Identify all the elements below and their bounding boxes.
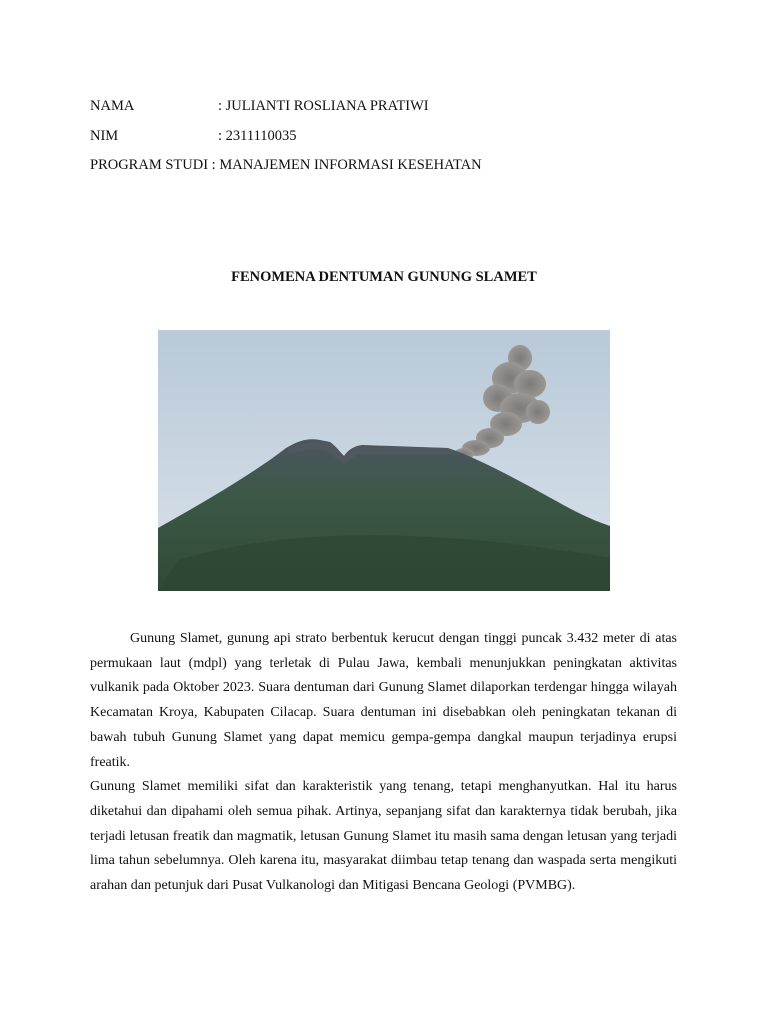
- article-body: [90, 627, 677, 899]
- paragraph-1: Gunung Slamet, gunung api strato berbentuk kerucut dengan tinggi puncak 3.432 meter di atas permukaan laut (mdpl) yang terletak di Pulau Jawa, kembali menunjukkan peningkatan aktivitas vulkanik pada Oktober 2023. Suara dentuman dari Gunung Slamet dilaporkan terdengar hingga wilayah Kecamatan Kroya, Kabupaten Cilacap. Suara dentuman ini disebabkan oleh peningkatan tekanan di bawah tubuh Gunung Slamet yang dapat memicu gempa-gempa dangkal maupun terjadinya erupsi freatik.: [90, 631, 677, 770]
- nim-value: : 2311110035: [218, 127, 297, 144]
- name-row: [90, 92, 482, 122]
- paragraph-2: Gunung Slamet memiliki sifat dan karakteristik yang tenang, tetapi menghanyutkan. Hal itu harus diketahui dan dipahami oleh semua pihak. Artinya, sepanjang sifat dan karakternya tidak berubah, jika terjadi letusan freatik dan magmatik, letusan Gunung Slamet itu masih sama dengan letusan yang terjadi lima tahun sebelumnya. Oleh karena itu, masyarakat diimbau tetap tenang dan waspada serta mengikuti arahan dan petunjuk dari Pusat Vulkanologi dan Mitigasi Bencana Geologi (PVMBG).: [90, 779, 677, 894]
- student-info: [90, 92, 482, 181]
- name-label: NAMA: [90, 98, 135, 114]
- name-value: : JULIANTI ROSLIANA PRATIWI: [218, 98, 429, 114]
- document-title: FENOMENA DENTUMAN GUNUNG SLAMET: [231, 269, 537, 285]
- mountain-eruption-photo: [158, 330, 610, 591]
- program-value: : MANAJEMEN INFORMASI KESEHATAN: [208, 157, 482, 173]
- program-label: PROGRAM STUDI: [90, 157, 209, 173]
- nim-label: NIM: [90, 127, 119, 144]
- nim-row: [90, 122, 482, 152]
- program-row: [90, 151, 482, 181]
